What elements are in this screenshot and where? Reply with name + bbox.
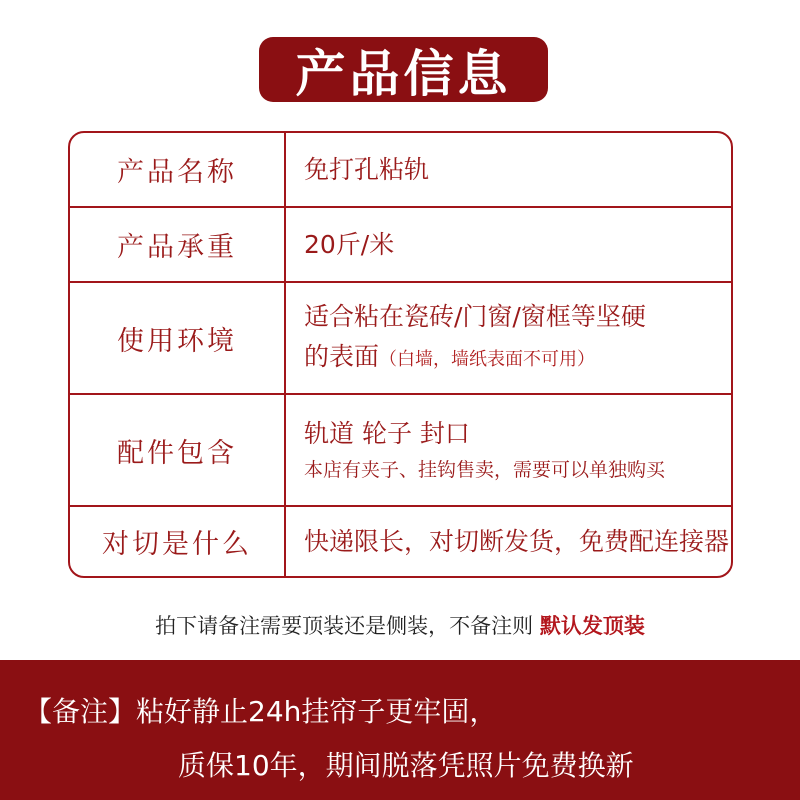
table-row — [70, 507, 731, 576]
value-note: （白墙，墙纸表面不可用） — [379, 348, 596, 370]
row-value — [286, 133, 731, 206]
footer-line-2: 质保10年，期间脱落凭照片免费换新 — [178, 749, 634, 782]
table-row — [70, 283, 731, 395]
table-row — [70, 208, 731, 283]
value-text-main: 的表面 — [304, 341, 380, 371]
title-banner — [259, 37, 548, 102]
row-value — [286, 208, 731, 281]
row-value — [286, 283, 731, 393]
value-subtext: 本店有夹子、挂钩售卖，需要可以单独购买 — [304, 459, 666, 481]
hint-emphasis: 默认发顶装 — [539, 614, 645, 638]
table-row — [70, 395, 731, 507]
row-value — [286, 507, 731, 576]
footer-banner — [0, 660, 800, 800]
hint-text: 拍下请备注需要顶装还是侧装，不备注则 — [155, 614, 540, 638]
value-text: 快递限长，对切断发货，免费配连接器 — [304, 526, 730, 556]
footer-line-1: 【备注】粘好静止24h挂帘子更牢固， — [24, 695, 498, 728]
page-title: 产品信息 — [295, 43, 512, 103]
value-text: 轨道 轮子 封口 — [304, 419, 470, 448]
row-label: 产品名称 — [70, 133, 286, 206]
order-hint — [0, 610, 800, 640]
table-row — [70, 133, 731, 208]
row-label: 对切是什么 — [70, 507, 286, 576]
row-label: 使用环境 — [70, 283, 286, 393]
value-text: 免打孔粘轨 — [304, 154, 430, 184]
row-label: 产品承重 — [70, 208, 286, 281]
row-label: 配件包含 — [70, 395, 286, 505]
value-text: 20斤/米 — [304, 229, 395, 259]
value-text: 适合粘在瓷砖/门窗/窗框等坚硬 — [304, 301, 646, 331]
product-info-table — [68, 131, 733, 578]
value-text-line2 — [304, 337, 731, 380]
row-value — [286, 395, 731, 505]
